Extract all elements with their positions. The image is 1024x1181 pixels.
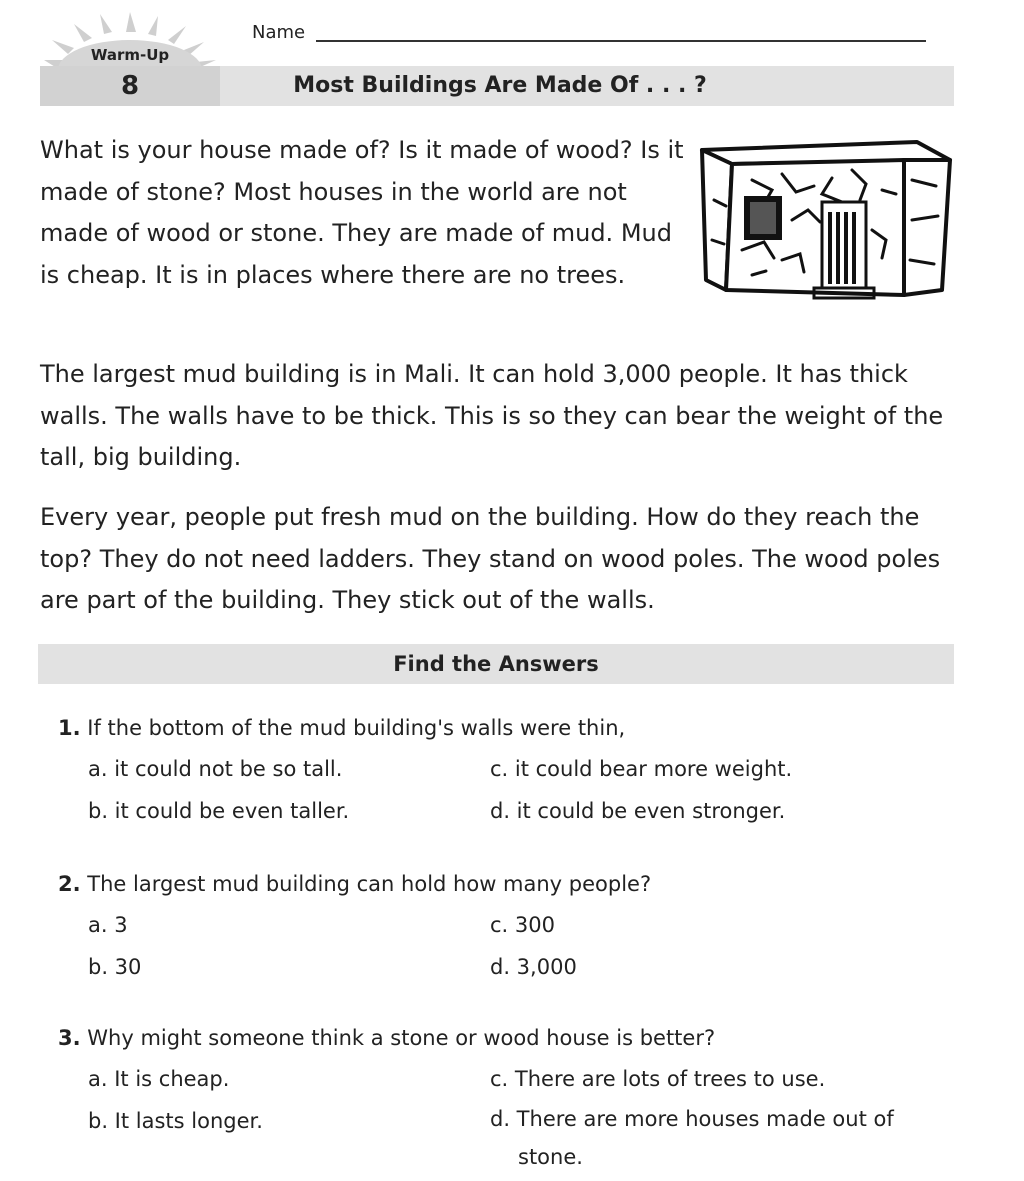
answer-option-a[interactable]: a. 3 [88,913,128,937]
question-3 [58,1018,958,1169]
question-text: Why might someone think a stone or wood house is better? [87,1026,716,1050]
question-number: 1. [58,716,81,740]
name-line[interactable] [316,40,926,42]
warm-up-number: 8 [120,71,140,101]
answer-option-c[interactable]: c. it could bear more weight. [490,757,793,781]
answer-option-a[interactable]: a. it could not be so tall. [88,757,343,781]
answer-option-b[interactable]: b. it could be even taller. [88,799,350,823]
answer-options [58,1058,958,1169]
passage-paragraph-2: The largest mud building is in Mali. It can hold 3,000 people. It has thick walls. The walls have to be thick. This is so they can bear the weight of the tall, big building. [40,360,944,471]
warm-up-label: Warm-Up [90,46,170,64]
answer-option-c[interactable]: c. There are lots of trees to use. [490,1067,826,1091]
answer-option-d-line-1: d. There are more houses made out of [490,1107,894,1131]
answer-option-b[interactable]: b. 30 [88,955,142,979]
question-text: The largest mud building can hold how many people? [87,872,652,896]
question-number: 2. [58,872,81,896]
answer-option-a[interactable]: a. It is cheap. [88,1067,230,1091]
page-title: Most Buildings Are Made Of . . . ? [293,73,707,98]
passage-paragraph-3: Every year, people put fresh mud on the building. How do they reach the top? They do not need ladders. They stand on wood poles. The wood poles are part of the building. They stick out of the walls. [40,503,941,614]
answer-option-d[interactable] [490,1100,920,1176]
answer-option-b[interactable]: b. It lasts longer. [88,1109,263,1133]
find-the-answers-header: Find the Answers [38,644,954,684]
answer-option-d[interactable]: d. 3,000 [490,955,577,979]
answer-option-d[interactable]: d. it could be even stronger. [490,799,786,823]
answer-options [58,904,958,988]
question-number: 3. [58,1026,81,1050]
answer-options [58,748,958,832]
question-2 [58,864,958,988]
answer-option-d-line-2: stone. [518,1145,583,1169]
mud-house-illustration [692,130,954,305]
passage-paragraph-1: What is your house made of? Is it made of wood? Is it made of stone? Most houses in the world are not made of wood or stone. They are made of mud. Mud is cheap. It is in places where there are no trees. [40,136,684,289]
question-text: If the bottom of the mud building's walls were thin, [87,716,626,740]
answer-option-c[interactable]: c. 300 [490,913,555,937]
question-1 [58,708,958,832]
name-label: Name [252,22,306,43]
